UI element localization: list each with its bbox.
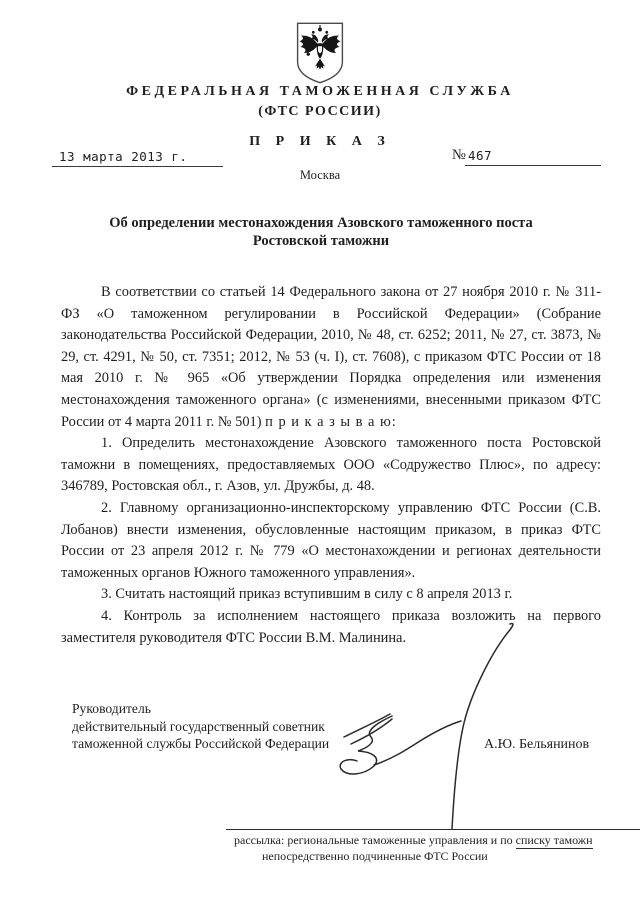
order-item-2: 2. Главному организационно-инспекторскому управлению ФТС России (С.В. Лобанов) внести изменения, обусловленные настоящим приказом, в приказ ФТС России от 23 апреля 2012 г. № 779 «О местонахождении и регионах деятельности таможенных органов Южного таможенного управления». <box>61 499 601 581</box>
number-value: 467 <box>468 148 493 163</box>
signer-position-line-3: таможенной службы Российской Федерации <box>72 736 330 752</box>
double-headed-eagle-icon <box>292 21 348 85</box>
distribution-line-1 <box>234 833 593 848</box>
signer-position-line-1: Руководитель <box>72 701 151 716</box>
russian-coat-of-arms-emblem <box>292 21 348 85</box>
date-field <box>52 149 223 167</box>
document-body <box>61 282 601 649</box>
distribution-line-2: непосредственно подчиненные ФТС России <box>262 849 488 863</box>
document-title: Об определении местонахождения Азовского таможенного поста Ростовской таможни <box>109 215 533 249</box>
preamble-paragraph <box>61 282 601 433</box>
order-item-1: 1. Определить местонахождение Азовского таможенного поста Ростовской таможни в помещениях, предоставляемых ООО «Содружество Плюс», по адресу: 346789, Ростовская обл., г. Азов, ул. Дружбы, д. 48. <box>61 435 601 495</box>
number-sign-label: № <box>452 147 466 163</box>
order-item-3: 3. Считать настоящий приказ вступившим в силу с 8 апреля 2013 г. <box>101 586 513 603</box>
date-value: 13 марта 2013 г. <box>59 149 188 164</box>
doc-type-heading: П Р И К А З <box>249 134 391 149</box>
footer-rule <box>226 829 640 830</box>
decree-word: п р и к а з ы в а ю: <box>265 413 397 430</box>
preamble-text: В соответствии со статьей 14 Федерального закона от 27 ноября 2010 г. № 311-ФЗ «О таможенном регулировании в Российской Федерации» (Собрание законодательства Российской Федерации, 2010, № 48, ст. 6252; 2011, № 27, ст. 3873, № 29, ст. 4291, № 50, ст. 7351; 2012, № 53 (ч. I), ст. 7608), с приказом ФТС России от 18 мая 2010 г. № 965 «Об утверждении Порядка определения или изменения местонахождения таможенного органа» (с изменениями, внесенными приказом ФТС России от 4 марта 2011 г. № 501) <box>61 284 601 430</box>
order-item-4: 4. Контроль за исполнением настоящего приказа возложить на первого заместителя руководителя ФТС России В.М. Малинина. <box>61 607 601 646</box>
org-abbreviation: (ФТС РОССИИ) <box>258 104 382 119</box>
org-name: ФЕДЕРАЛЬНАЯ ТАМОЖЕННАЯ СЛУЖБА <box>126 84 514 99</box>
signer-name: А.Ю. Бельянинов <box>484 737 590 752</box>
number-field <box>465 148 601 166</box>
distribution-underlined-text: списку таможн <box>515 833 593 847</box>
distribution-text: рассылка: региональные таможенные управления и по <box>234 833 516 847</box>
signer-position-line-2: действительный государственный советник <box>72 718 325 734</box>
signature-block <box>72 700 329 753</box>
city-label: Москва <box>299 168 341 182</box>
